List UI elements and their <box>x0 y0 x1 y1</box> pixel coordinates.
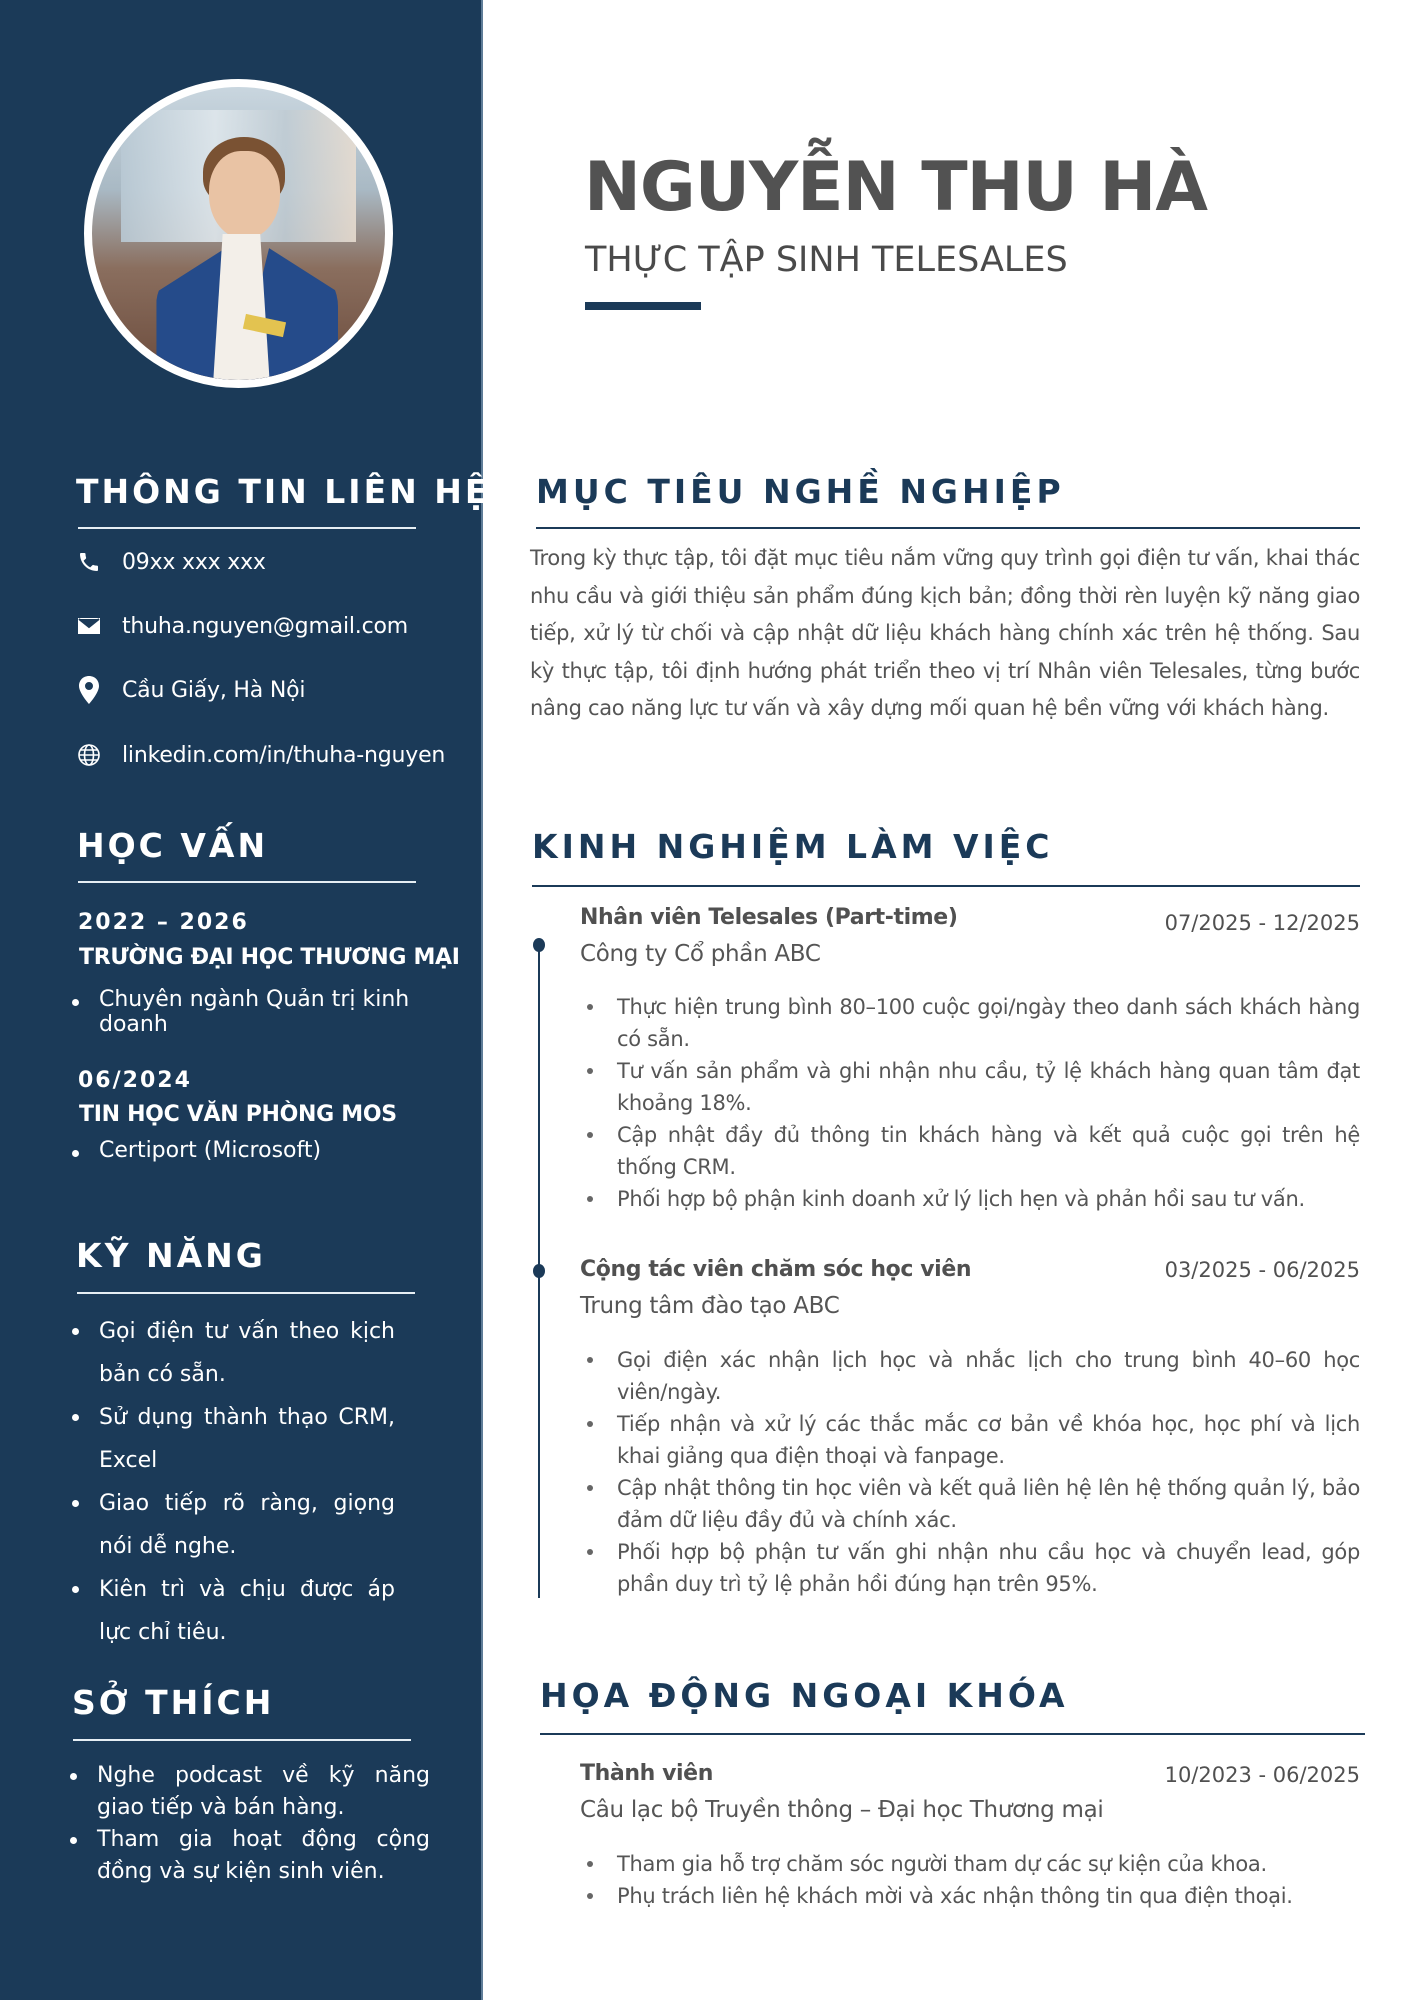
job-org: Trung tâm đào tạo ABC <box>580 1293 840 1319</box>
skills-heading: KỸ NĂNG <box>76 1236 266 1275</box>
phone-text: 09xx xxx xxx <box>122 549 266 575</box>
phone-icon <box>76 549 102 575</box>
hobbies-list <box>68 1760 430 1888</box>
education-school: TRƯỜNG ĐẠI HỌC THƯƠNG MẠI <box>79 945 460 970</box>
objective-text: Trong kỳ thực tập, tôi đặt mục tiêu nắm vững quy trình gọi điện tư vấn, khai thác nhu cầu và giới thiệu sản phẩm đúng kịch bản; đồng thời rèn luyện kỹ năng giao tiếp, xử lý từ chối và cập nhật dữ liệu khách hàng chính xác trên hệ thống. Sau kỳ thực tập, tôi định hướng phát triển theo vị trí Nhân viên Telesales, từng bước nâng cao năng lực tư vấn và xây dựng mối quan hệ bền vững với khách hàng. <box>530 546 1360 720</box>
job-bullets <box>583 991 1360 1215</box>
job-bullet: Phối hợp bộ phận kinh doanh xử lý lịch hẹn và phản hồi sau tư vấn. <box>583 1183 1360 1215</box>
objective-rule <box>536 527 1360 529</box>
certificate-detail-text: Certiport (Microsoft) <box>99 1138 322 1163</box>
job-bullets <box>583 1344 1360 1600</box>
candidate-name: NGUYỄN THU HÀ <box>584 148 1207 227</box>
education-detail-text: Chuyên ngành Quản trị kinh doanh <box>99 987 410 1037</box>
objective-heading: MỤC TIÊU NGHỀ NGHIỆP <box>536 472 1065 511</box>
job-bullet: Cập nhật đầy đủ thông tin khách hàng và kết quả cuộc gọi trên hệ thống CRM. <box>583 1119 1360 1183</box>
job-org: Công ty Cổ phần ABC <box>580 941 821 967</box>
contact-heading: THÔNG TIN LIÊN HỆ <box>76 472 491 511</box>
activities-rule <box>540 1733 1365 1735</box>
timeline-dot <box>533 938 545 952</box>
skill-item: Gọi điện tư vấn theo kịch bản có sẵn. <box>70 1310 395 1396</box>
skill-item: Sử dụng thành thạo CRM, Excel <box>70 1396 395 1482</box>
contact-rule <box>78 527 416 529</box>
job-bullet: Gọi điện xác nhận lịch học và nhắc lịch cho trung bình 40–60 học viên/ngày. <box>583 1344 1360 1408</box>
skills-list <box>70 1310 395 1654</box>
job-bullet: Thực hiện trung bình 80–100 cuộc gọi/ngày theo danh sách khách hàng có sẵn. <box>583 991 1360 1055</box>
mail-icon <box>76 613 102 639</box>
job-bullet: Phối hợp bộ phận tư vấn ghi nhận nhu cầu học và chuyển lead, góp phần duy trì tỷ lệ phản hồi đúng hạn trên 95%. <box>583 1536 1360 1600</box>
job-bullet: Tiếp nhận và xử lý các thắc mắc cơ bản về khóa học, học phí và lịch khai giảng qua điện thoại và fanpage. <box>583 1408 1360 1472</box>
email-text[interactable]: thuha.nguyen@gmail.com <box>122 613 408 639</box>
activity-bullet: Tham gia hỗ trợ chăm sóc người tham dự các sự kiện của khoa. <box>583 1848 1360 1880</box>
skill-item: Giao tiếp rõ ràng, giọng nói dễ nghe. <box>70 1482 395 1568</box>
education-detail <box>70 987 481 1037</box>
location-pin-icon <box>76 677 102 703</box>
skills-rule <box>77 1292 415 1294</box>
experience-rule <box>532 885 1360 887</box>
activity-title: Thành viên <box>580 1761 713 1786</box>
location-text: Cầu Giấy, Hà Nội <box>122 677 306 703</box>
activity-org: Câu lạc bộ Truyền thông – Đại học Thương mại <box>580 1797 1104 1823</box>
job-bullet: Cập nhật thông tin học viên và kết quả liên hệ lên hệ thống quản lý, bảo đảm dữ liệu đầy đủ và chính xác. <box>583 1472 1360 1536</box>
hobby-item: Nghe podcast về kỹ năng giao tiếp và bán hàng. <box>68 1760 430 1824</box>
profile-photo <box>84 79 393 388</box>
education-date: 2022 – 2026 <box>78 910 249 935</box>
contact-location <box>76 675 306 705</box>
job-date: 07/2025 - 12/2025 <box>1164 911 1360 935</box>
experience-heading: KINH NGHIỆM LÀM VIỆC <box>532 827 1054 866</box>
education-rule <box>78 881 416 883</box>
job-title: Nhân viên Telesales (Part-time) <box>580 905 958 930</box>
title-accent-bar <box>585 302 701 310</box>
globe-icon <box>76 742 102 768</box>
activity-bullets <box>583 1848 1360 1912</box>
education-heading: HỌC VẤN <box>77 826 269 865</box>
skill-item: Kiên trì và chịu được áp lực chỉ tiêu. <box>70 1568 395 1654</box>
activity-bullet: Phụ trách liên hệ khách mời và xác nhận thông tin qua điện thoại. <box>583 1880 1360 1912</box>
activity-date: 10/2023 - 06/2025 <box>1164 1763 1360 1787</box>
contact-linkedin[interactable] <box>76 740 446 770</box>
hobbies-rule <box>73 1739 411 1741</box>
hobbies-heading: SỞ THÍCH <box>72 1683 275 1722</box>
job-bullet: Tư vấn sản phẩm và ghi nhận nhu cầu, tỷ lệ khách hàng quan tâm đạt khoảng 18%. <box>583 1055 1360 1119</box>
contact-phone <box>76 547 266 577</box>
linkedin-text[interactable]: linkedin.com/in/thuha-nguyen <box>122 742 446 768</box>
timeline-dot <box>533 1264 545 1278</box>
hobby-item: Tham gia hoạt động cộng đồng và sự kiện sinh viên. <box>68 1824 430 1888</box>
photo-face <box>209 151 279 239</box>
contact-email[interactable] <box>76 611 408 641</box>
candidate-role: THỰC TẬP SINH TELESALES <box>585 240 1068 280</box>
certificate-date: 06/2024 <box>78 1068 192 1093</box>
job-title: Cộng tác viên chăm sóc học viên <box>580 1257 972 1282</box>
certificate-detail <box>70 1138 321 1163</box>
activities-heading: HỌA ĐỘNG NGOẠI KHÓA <box>540 1676 1069 1715</box>
sidebar <box>0 0 491 2000</box>
certificate-name: TIN HỌC VĂN PHÒNG MOS <box>79 1102 397 1127</box>
job-date: 03/2025 - 06/2025 <box>1164 1258 1360 1282</box>
